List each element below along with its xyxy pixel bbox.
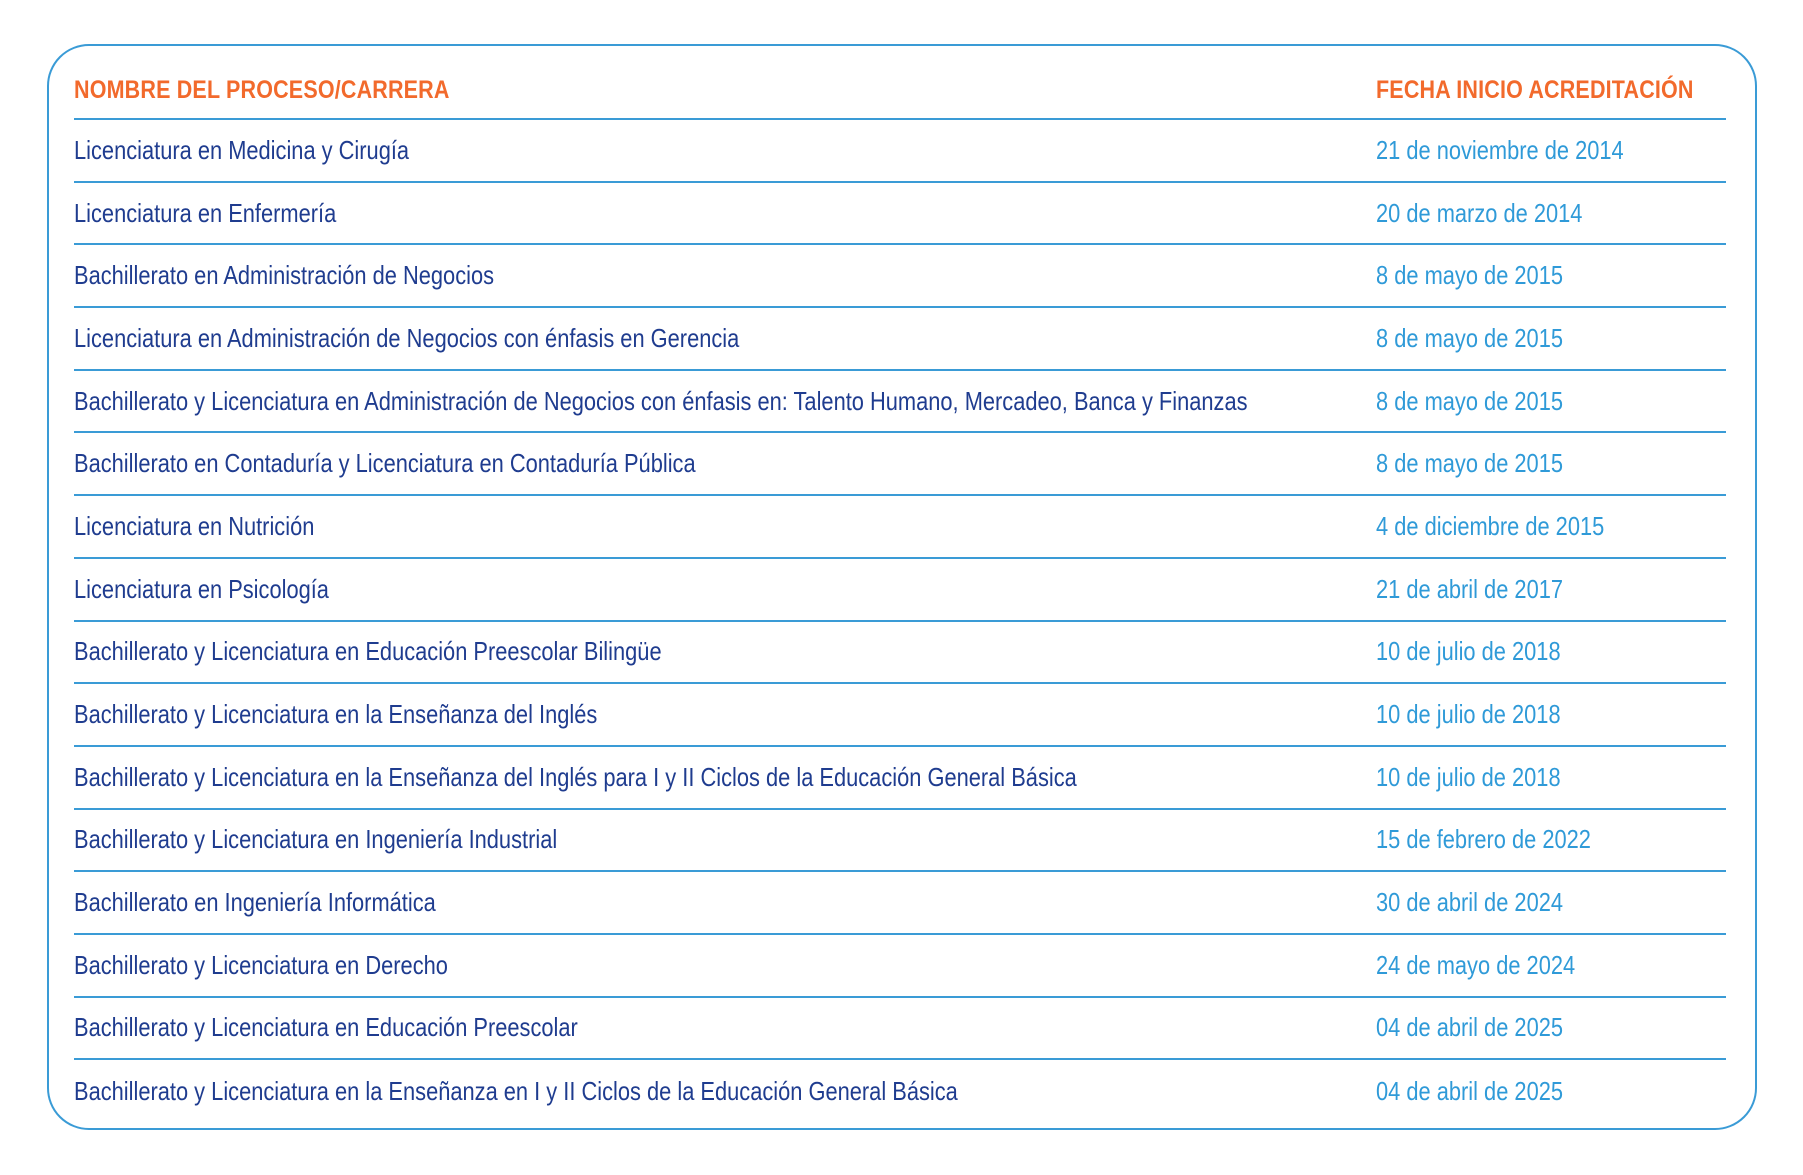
- accreditation-date: 04 de abril de 2025: [1376, 1012, 1564, 1043]
- accreditation-date: 10 de julio de 2018: [1376, 761, 1561, 792]
- accreditation-date: 20 de marzo de 2014: [1376, 197, 1583, 228]
- table-row: [74, 998, 1726, 1061]
- program-name: Bachillerato y Licenciatura en Educación Preescolar Bilingüe: [74, 636, 662, 667]
- table-row: [74, 872, 1726, 935]
- program-name: Licenciatura en Psicología: [74, 573, 329, 604]
- accreditation-date: 24 de mayo de 2024: [1376, 949, 1576, 980]
- table-body: [74, 120, 1726, 1123]
- header-date: FECHA INICIO ACREDITACIÓN: [1376, 75, 1694, 104]
- table-row: [74, 183, 1726, 246]
- program-name: Bachillerato y Licenciatura en Ingeniería Industrial: [74, 824, 558, 855]
- program-name: Bachillerato en Administración de Negocios: [74, 260, 495, 291]
- program-name: Bachillerato y Licenciatura en la Enseñanza del Inglés para I y II Ciclos de la Educación General Básica: [74, 761, 1077, 792]
- table-header: [74, 62, 1726, 120]
- table-row: [74, 496, 1726, 559]
- table-row: [74, 747, 1726, 810]
- table-row: [74, 810, 1726, 873]
- table-row: [74, 120, 1726, 183]
- accreditation-date: 8 de mayo de 2015: [1376, 322, 1564, 353]
- accreditation-date: 10 de julio de 2018: [1376, 636, 1561, 667]
- table-row: [74, 245, 1726, 308]
- accreditation-date: 10 de julio de 2018: [1376, 699, 1561, 730]
- accreditation-date: 8 de mayo de 2015: [1376, 385, 1564, 416]
- program-name: Bachillerato y Licenciatura en la Enseñanza en I y II Ciclos de la Educación General Básica: [74, 1076, 958, 1107]
- header-name: NOMBRE DEL PROCESO/CARRERA: [74, 75, 450, 104]
- table-row: [74, 622, 1726, 685]
- accreditation-date: 30 de abril de 2024: [1376, 887, 1564, 918]
- accreditation-date: 04 de abril de 2025: [1376, 1076, 1564, 1107]
- accreditation-date: 8 de mayo de 2015: [1376, 448, 1564, 479]
- program-name: Bachillerato y Licenciatura en Administración de Negocios con énfasis en: Talento Humano, Mercadeo, Banca y Finanzas: [74, 385, 1248, 416]
- program-name: Bachillerato y Licenciatura en Educación Preescolar: [74, 1012, 578, 1043]
- program-name: Bachillerato en Ingeniería Informática: [74, 887, 436, 918]
- program-name: Licenciatura en Nutrición: [74, 510, 315, 541]
- table-row: [74, 559, 1726, 622]
- table-row: [74, 935, 1726, 998]
- table-row: [74, 684, 1726, 747]
- accreditation-date: 15 de febrero de 2022: [1376, 824, 1591, 855]
- accreditation-date: 21 de noviembre de 2014: [1376, 134, 1624, 165]
- program-name: Bachillerato y Licenciatura en la Enseñanza del Inglés: [74, 699, 598, 730]
- accreditation-table: [74, 62, 1726, 1123]
- accreditation-date: 8 de mayo de 2015: [1376, 260, 1564, 291]
- program-name: Licenciatura en Medicina y Cirugía: [74, 134, 410, 165]
- program-name: Bachillerato y Licenciatura en Derecho: [74, 949, 448, 980]
- table-row: [74, 308, 1726, 371]
- table-row: [74, 1060, 1726, 1123]
- table-row: [74, 371, 1726, 434]
- program-name: Licenciatura en Administración de Negocios con énfasis en Gerencia: [74, 322, 740, 353]
- program-name: Bachillerato en Contaduría y Licenciatura en Contaduría Pública: [74, 448, 696, 479]
- program-name: Licenciatura en Enfermería: [74, 197, 337, 228]
- accreditation-date: 4 de diciembre de 2015: [1376, 510, 1605, 541]
- table-row: [74, 433, 1726, 496]
- accreditation-date: 21 de abril de 2017: [1376, 573, 1564, 604]
